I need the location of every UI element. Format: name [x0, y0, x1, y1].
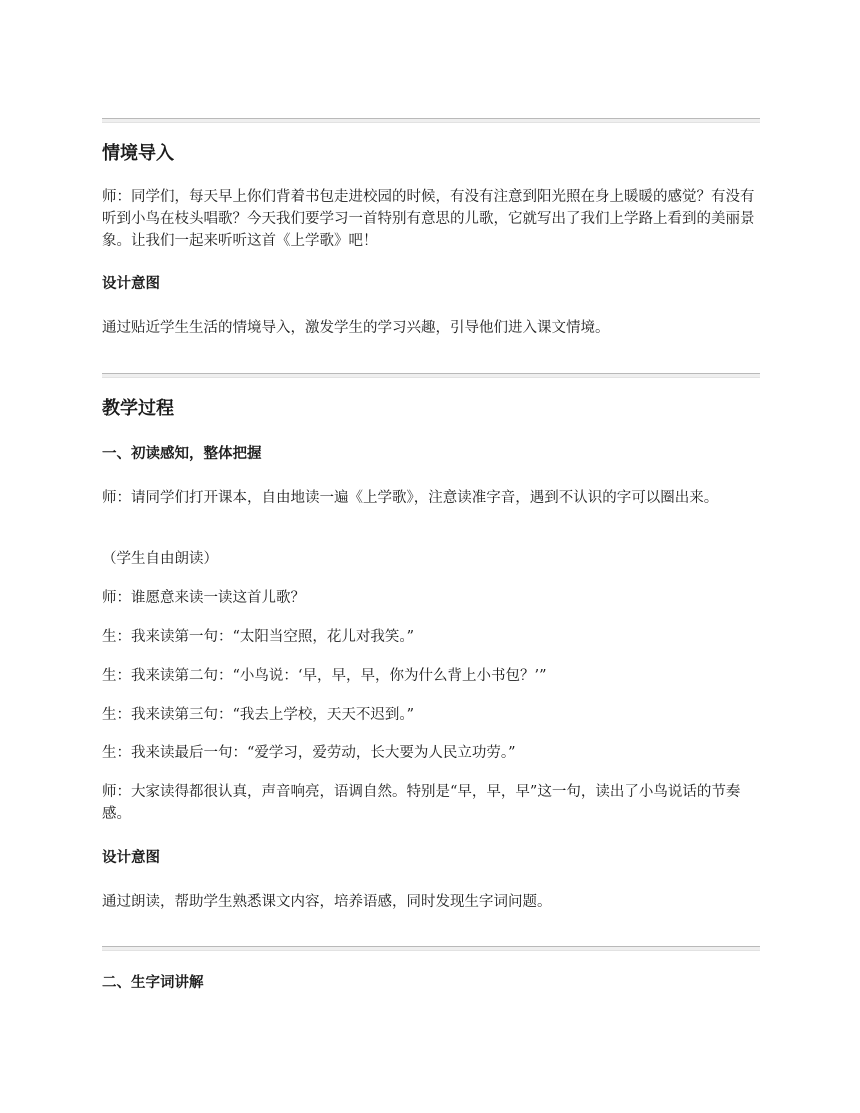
section-heading-intro: 情境导入	[102, 143, 174, 164]
subsection-heading-vocabulary: 二、生字词讲解	[102, 975, 204, 991]
dialogue-line: 生：我来读第二句：“小鸟说：‘早，早，早，你为什么背上小书包？’”	[102, 668, 547, 684]
dialogue-line: 师：大家读得都很认真，声音响亮，语调自然。特别是“早，早，早”这一句，读出了小鸟说话的节奏感。	[102, 784, 741, 822]
dialogue-line: （学生自由朗读）	[102, 551, 218, 567]
section-divider	[102, 118, 760, 123]
dialogue-line: 生：我来读第三句：“我去上学校，天天不迟到。”	[102, 707, 415, 723]
section-divider	[102, 946, 760, 951]
design-intent-heading: 设计意图	[102, 850, 160, 866]
design-intent-text: 通过贴近学生生活的情境导入，激发学生的学习兴趣，引导他们进入课文情境。	[102, 320, 610, 336]
dialogue-line: 师：请同学们打开课本，自由地读一遍《上学歌》，注意读准字音，遇到不认识的字可以圈出来。	[102, 490, 719, 506]
dialogue-line: 生：我来读第一句：“太阳当空照，花儿对我笑。”	[102, 629, 415, 645]
intro-paragraph: 师：同学们，每天早上你们背着书包走进校园的时候，有没有注意到阳光照在身上暖暖的感觉？有没有听到小鸟在枝头唱歌？今天我们要学习一首特别有意思的儿歌，它就写出了我们上学路上看到的美丽景象。让我们一起来听听这首《上学歌》吧！	[102, 189, 755, 249]
design-intent-heading: 设计意图	[102, 276, 160, 292]
subsection-heading-reading: 一、初读感知，整体把握	[102, 446, 262, 462]
dialogue-line: 师：谁愿意来读一读这首儿歌？	[102, 590, 305, 606]
dialogue-line: 生：我来读最后一句：“爱学习，爱劳动，长大要为人民立功劳。”	[102, 745, 516, 761]
section-divider	[102, 373, 760, 378]
section-heading-process: 教学过程	[102, 398, 174, 419]
design-intent-text: 通过朗读，帮助学生熟悉课文内容，培养语感，同时发现生字词问题。	[102, 894, 552, 910]
